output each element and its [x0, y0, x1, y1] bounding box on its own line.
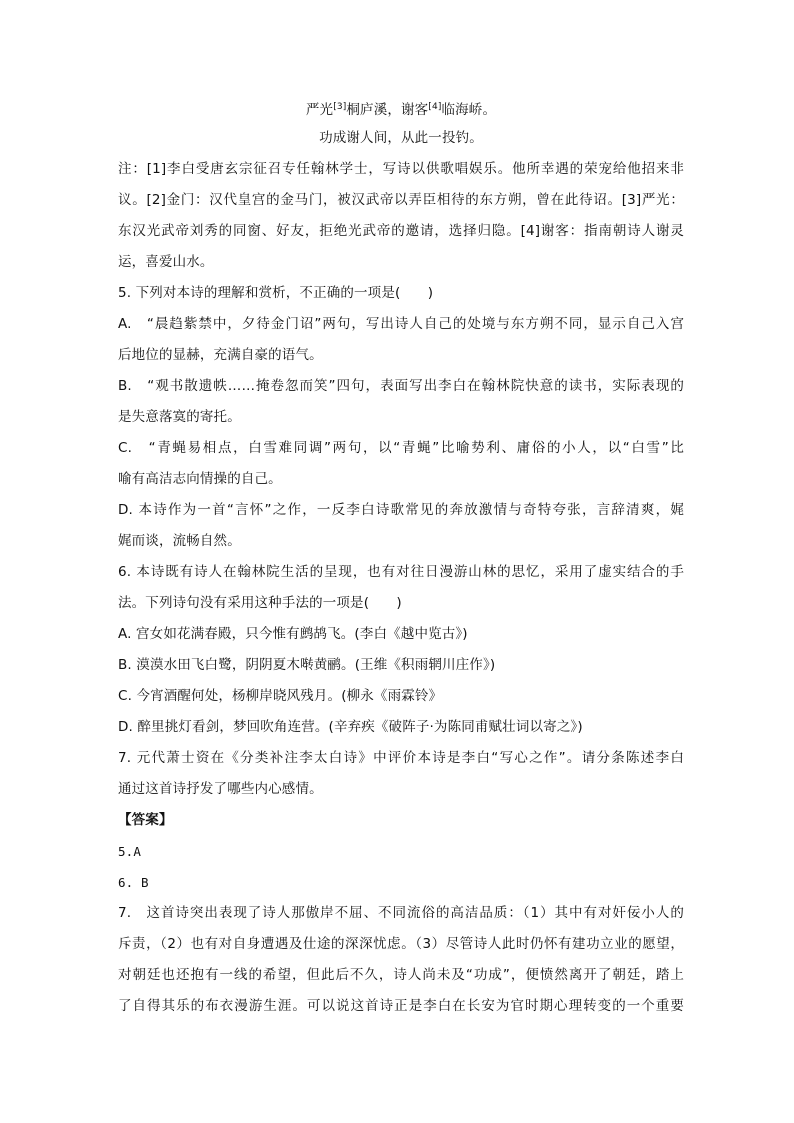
- question-7-stem: 7. 元代萧士资在《分类补注李太白诗》中评价本诗是李白“写心之作”。请分条陈述李白: [118, 750, 684, 766]
- q5-option-c-cont: 喻有高洁志向情操的自己。: [118, 471, 282, 487]
- notes-line: 议。[2]金门：汉代皇宫的金马门，被汉武帝以弄臣相待的东方朔，曾在此待诏。[3]严光：: [118, 192, 684, 208]
- q5-option-b: B. “观书散遗帙……掩卷忽而笑”四句，表面写出李白在翰林院快意的读书，实际表现的: [118, 378, 684, 394]
- document-page: [118, 98, 684, 1028]
- footnote-ref: [4]: [428, 102, 442, 112]
- answer-5: 5.A: [118, 844, 142, 859]
- q5-option-d: D. 本诗作为一首“言怀”之作，一反李白诗歌常见的奔放激情与奇特夸张，言辞清爽，娓: [118, 502, 684, 518]
- answer-7-cont: 斥责，（2）也有对自身遭遇及仕途的深深忧虑。（3）尽管诗人此时仍怀有建功立业的愿望，: [118, 936, 684, 952]
- notes-line: 东汉光武帝刘秀的同窗、好友，拒绝光武帝的邀请，选择归隐。[4]谢客：指南朝诗人谢灵: [118, 223, 684, 239]
- question-6-stem: 6. 本诗既有诗人在翰林院生活的呈现，也有对往日漫游山林的思忆，采用了虚实结合的手: [118, 564, 684, 580]
- poem-text: 桐庐溪，谢客: [346, 102, 429, 118]
- question-5-stem: 5. 下列对本诗的理解和赏析，不正确的一项是( ): [118, 285, 434, 301]
- q6-option-b: B. 漠漠水田飞白鹭，阴阴夏木啭黄鹂。(王维《积雨辋川庄作》): [118, 657, 496, 673]
- q6-option-c: C. 今宵酒醒何处，杨柳岸晓风残月。(柳永《雨霖铃》: [118, 688, 443, 704]
- q5-option-a: A. “晨趋紫禁中，夕待金门诏”两句，写出诗人自己的处境与东方朔不同，显示自己入宫: [118, 316, 684, 332]
- answer-7-cont: 对朝廷也还抱有一线的希望，但此后不久，诗人尚未及“功成”，便愤然离开了朝廷，踏上: [118, 967, 684, 983]
- question-6-stem-cont: 法。下列诗句没有采用这种手法的一项是( ): [118, 595, 402, 611]
- poem-line-2: 功成谢人间，从此一投钓。: [319, 130, 483, 146]
- answer-7-cont: 了自得其乐的布衣漫游生涯。可以说这首诗正是李白在长安为官时期心理转变的一个重要: [118, 998, 684, 1014]
- q5-option-b-cont: 是失意落寞的寄托。: [118, 409, 241, 425]
- footnote-ref: [3]: [333, 102, 347, 112]
- poem-text: 严光: [305, 102, 334, 118]
- q5-option-a-cont: 后地位的显赫，充满自豪的语气。: [118, 347, 323, 363]
- poem-text: 临海峤。: [441, 102, 497, 118]
- notes-line: 运，喜爱山水。: [118, 254, 214, 270]
- poem-line-1: [118, 98, 684, 129]
- answer-heading: 【答案】: [118, 812, 173, 828]
- answer-6: 6. B: [118, 875, 149, 890]
- q5-option-d-cont: 娓而谈，流畅自然。: [118, 533, 241, 549]
- q6-option-d: D. 醉里挑灯看剑，梦回吹角连营。(辛弃疾《破阵子·为陈同甫赋壮词以寄之》): [118, 719, 583, 735]
- q6-option-a: A. 宫女如花满春殿，只今惟有鹧鸪飞。(李白《越中览古》): [118, 626, 468, 642]
- question-7-stem-cont: 通过这首诗抒发了哪些内心感情。: [118, 781, 323, 797]
- answer-7: 7. 这首诗突出表现了诗人那傲岸不屈、不同流俗的高洁品质：（1）其中有对奸佞小人的: [118, 905, 684, 921]
- notes-line: 注：[1]李白受唐玄宗征召专任翰林学士，写诗以供歌唱娱乐。他所幸遇的荣宠给他招来非: [118, 161, 684, 177]
- q5-option-c: C. “青蝇易相点，白雪难同调”两句，以“青蝇”比喻势利、庸俗的小人，以“白雪”比: [118, 440, 684, 456]
